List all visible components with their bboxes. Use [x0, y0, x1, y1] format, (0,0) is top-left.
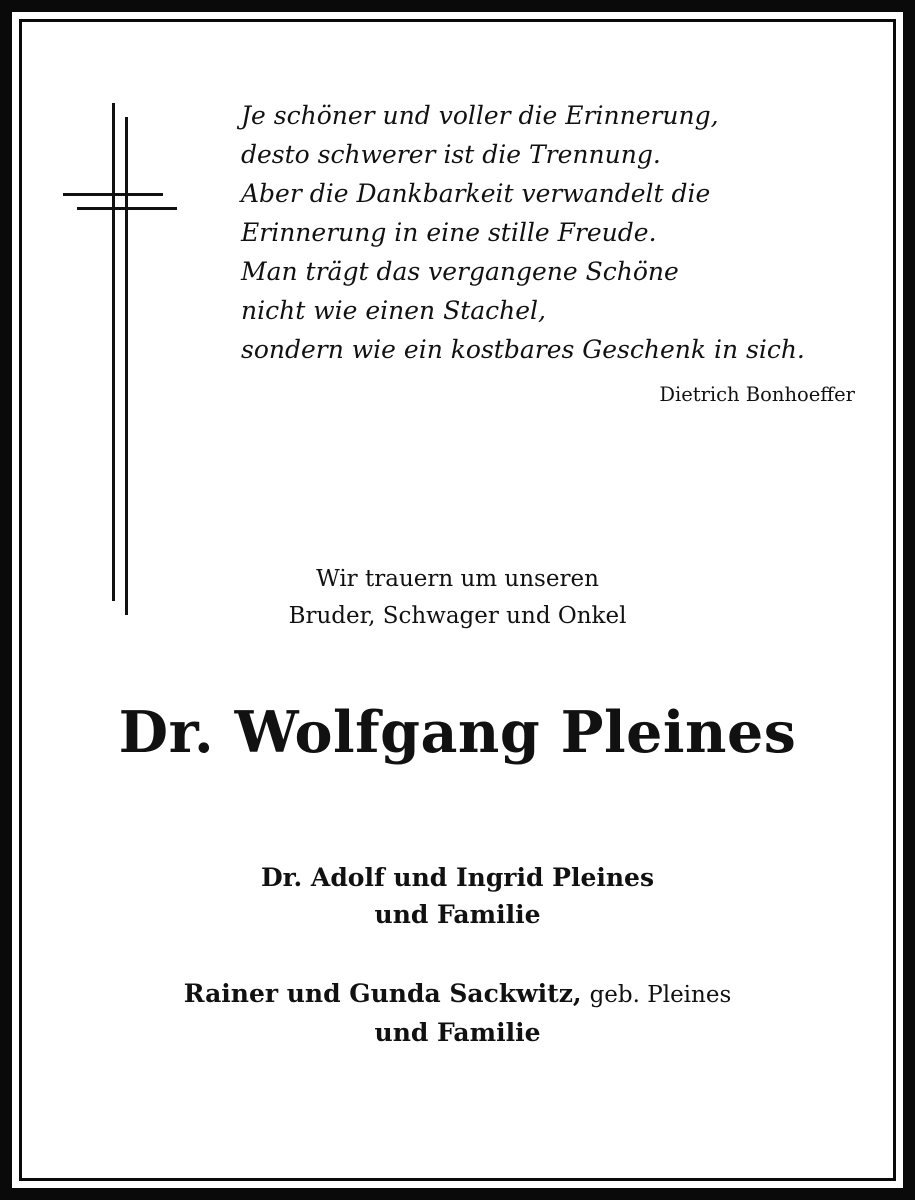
poem-line: Aber die Dankbarkeit verwandelt die [241, 179, 711, 208]
poem-line: sondern wie ein kostbares Geschenk in sich. [241, 335, 805, 364]
deceased-name: Dr. Wolfgang Pleines [118, 699, 797, 766]
mourner-family: und Familie [374, 1018, 541, 1047]
poem-line: desto schwerer ist die Trennung. [241, 140, 661, 169]
mourner-family: und Familie [374, 900, 541, 929]
quote-author: Dietrich Bonhoeffer [659, 383, 855, 406]
intro-line: Wir trauern um unseren [316, 566, 599, 592]
mourner-name: Dr. Adolf und Ingrid Pleines [260, 863, 655, 892]
mourner-group [0, 859, 915, 933]
poem-quote [241, 96, 861, 369]
poem-line: Je schöner und voller die Erinnerung, [241, 101, 719, 130]
mourning-intro [0, 561, 915, 635]
poem-line: nicht wie einen Stachel, [241, 296, 546, 325]
intro-line: Bruder, Schwager und Onkel [288, 603, 627, 629]
poem-line: Man trägt das vergangene Schöne [241, 257, 679, 286]
mourner-name: Rainer und Gunda Sackwitz, [183, 979, 582, 1008]
mourner-group [0, 975, 915, 1051]
poem-line: Erinnerung in eine stille Freude. [241, 218, 657, 247]
mourner-maiden-name: geb. Pleines [589, 982, 732, 1008]
